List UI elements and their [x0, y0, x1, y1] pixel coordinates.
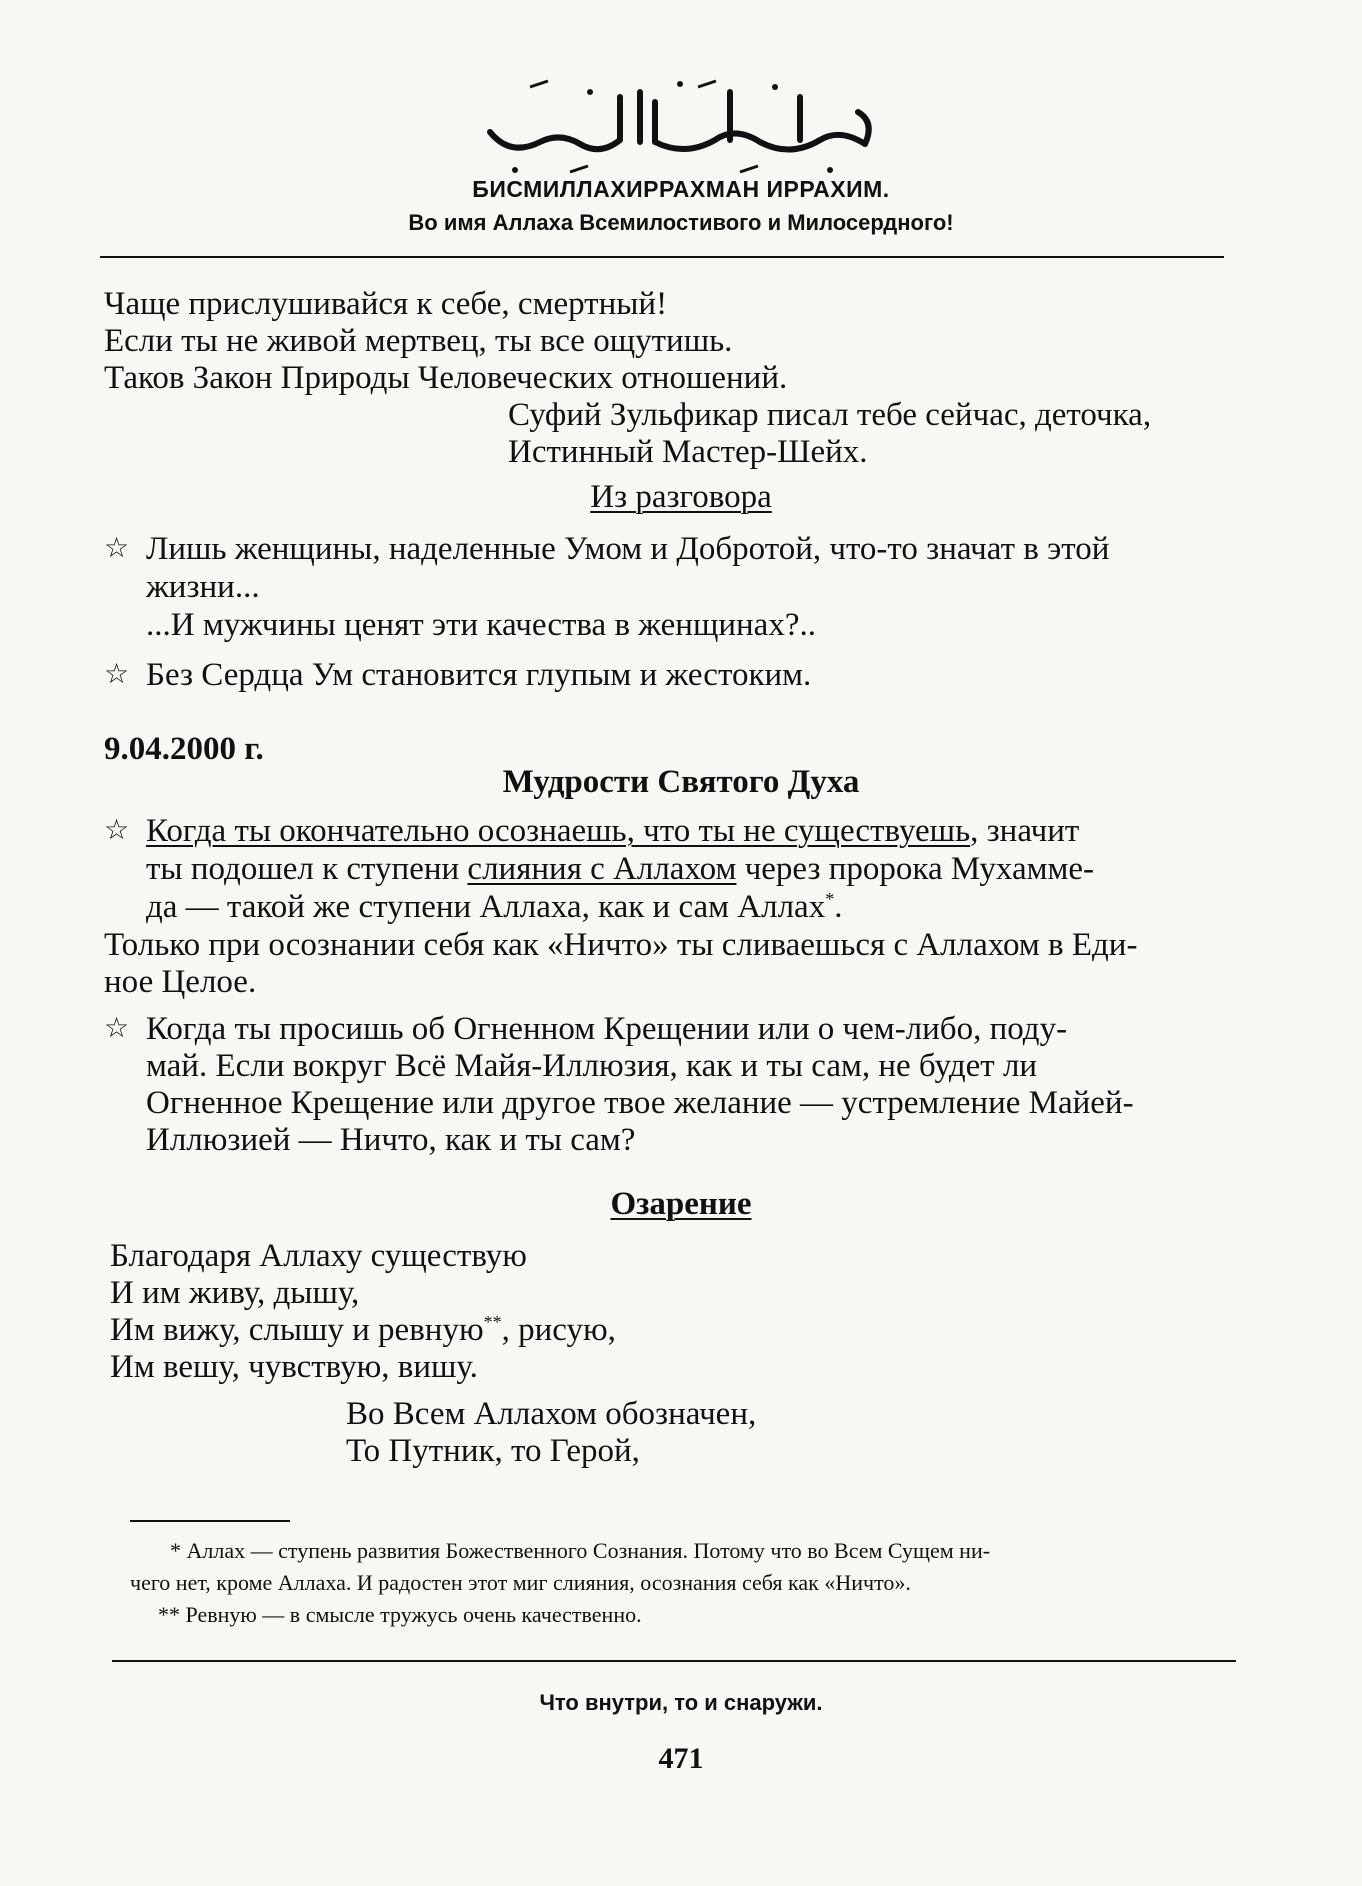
star-bullet-icon: ☆ [104, 1013, 130, 1044]
underlined-text: слияния с Аллахом [467, 851, 737, 887]
section-heading-conversation: Из разговора [590, 479, 772, 515]
footnote-mark: * [825, 889, 835, 909]
poem-line: Во Всем Аллахом обозначен, [346, 1396, 757, 1432]
footer-motto: Что внутри, то и снаружи. [539, 1690, 823, 1715]
bullet-text: ...И мужчины ценят эти качества в женщинах?.. [146, 607, 816, 643]
text-span: ты подошел к ступени [146, 851, 468, 887]
footer-divider [112, 1660, 1236, 1662]
section-heading-wisdom: Мудрости Святого Духа [502, 764, 860, 800]
section-heading-insight: Озарение [610, 1186, 752, 1222]
signature-line: Истинный Мастер-Шейх. [508, 434, 868, 470]
bullet-text: Лишь женщины, наделенные Умом и Добротой, что-то значат в этой [146, 531, 1110, 567]
poem-line: И им живу, дышу, [110, 1275, 360, 1311]
header-title: БИСМИЛЛАХИРРАХМАН ИРРАХИМ. [472, 176, 890, 202]
poem-line: То Путник, то Герой, [346, 1433, 640, 1469]
intro-line: Таков Закон Природы Человеческих отношений. [104, 360, 788, 396]
footnote-line: ** Ревную — в смысле тружусь очень качественно. [158, 1602, 642, 1627]
paragraph-line [146, 850, 1094, 888]
footnote-divider [130, 1520, 290, 1522]
header-divider [100, 256, 1224, 258]
signature-line: Суфий Зульфикар писал тебе сейчас, деточка, [508, 397, 1152, 433]
paragraph-line: май. Если вокруг Всё Майя-Иллюзия, как и ты сам, не будет ли [146, 1048, 1038, 1084]
poem-line [110, 1311, 616, 1349]
poem-line: Им вешу, чувствую, вишу. [110, 1349, 478, 1385]
underlined-text: Когда ты окончательно осознаешь, что ты не существуешь [146, 813, 971, 849]
paragraph-line: Когда ты просишь об Огненном Крещении или о чем-либо, поду- [146, 1011, 1068, 1047]
paragraph-line [146, 888, 842, 926]
star-bullet-icon: ☆ [104, 659, 130, 690]
paragraph-line [146, 812, 1079, 850]
paragraph-line: Только при осознании себя как «Ничто» ты сливаешься с Аллахом в Еди- [104, 927, 1138, 963]
footnote-line: чего нет, кроме Аллаха. И радостен этот миг слияния, осознания себя как «Ничто». [130, 1570, 911, 1595]
bullet-text: Без Сердца Ум становится глупым и жестоким. [146, 657, 812, 693]
poem-line: Благодаря Аллаху существую [110, 1238, 527, 1274]
basmala-calligraphy-image [470, 62, 890, 182]
bullet-text: жизни... [146, 569, 260, 605]
header-subtitle: Во имя Аллаха Всемилостивого и Милосердного! [408, 210, 954, 235]
text-span: , рисую, [501, 1312, 616, 1348]
paragraph-line: Огненное Крещение или другое твое желание — устремление Майей- [146, 1085, 1134, 1121]
page-number: 471 [658, 1742, 704, 1775]
text-span: да — такой же ступени Аллаха, как и сам Аллах [146, 889, 826, 925]
paragraph-line: ное Целое. [104, 964, 257, 1000]
text-span: через пророка Мухамме- [736, 851, 1094, 887]
text-span: Им вижу, слышу и ревную [110, 1312, 484, 1348]
star-bullet-icon: ☆ [104, 815, 130, 846]
intro-line: Если ты не живой мертвец, ты все ощутишь. [104, 323, 733, 359]
footnote-line: * Аллах — ступень развития Божественного Сознания. Потому что во Всем Сущем ни- [170, 1538, 991, 1563]
star-bullet-icon: ☆ [104, 533, 130, 564]
footnote-mark: ** [483, 1312, 502, 1332]
paragraph-line: Иллюзией — Ничто, как и ты сам? [146, 1122, 636, 1158]
text-span: , значит [970, 813, 1080, 849]
text-span: . [834, 889, 843, 925]
intro-line: Чаще прислушивайся к себе, смертный! [104, 286, 668, 322]
entry-date: 9.04.2000 г. [104, 731, 264, 767]
